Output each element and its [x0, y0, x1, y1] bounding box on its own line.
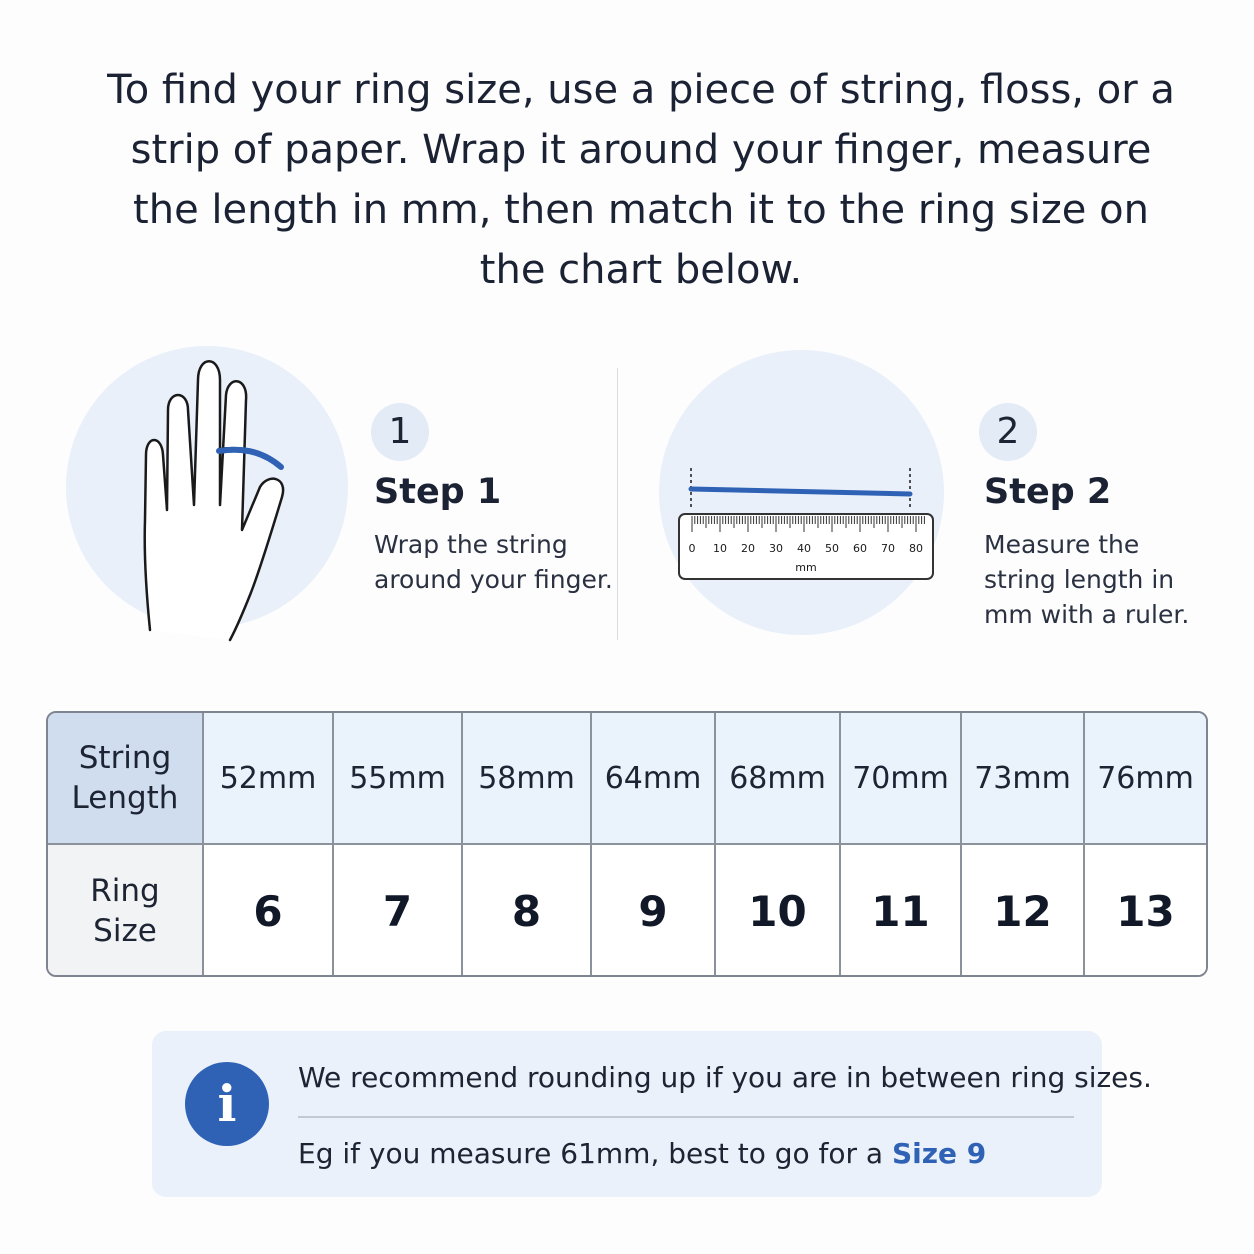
length-cell: 55mm: [334, 713, 463, 845]
length-cell: 73mm: [962, 713, 1085, 845]
size-cell: 10: [716, 845, 841, 977]
size-cell: 13: [1085, 845, 1206, 977]
ring-size-table: [46, 711, 1208, 977]
ruler-tick-label: 50: [825, 542, 839, 555]
length-cell: 52mm: [204, 713, 334, 845]
note-line-2: [298, 1137, 986, 1170]
ruler-with-string-icon: [670, 460, 950, 590]
size-cell: 12: [962, 845, 1085, 977]
ruler-tick-label: 80: [909, 542, 923, 555]
recommendation-note: [152, 1031, 1152, 1197]
ruler-tick-label: 20: [741, 542, 755, 555]
step-2-text: Measure the string length in mm with a ruler.: [984, 530, 1190, 629]
step-2-badge: 2: [979, 403, 1037, 461]
note-divider: [298, 1116, 1074, 1118]
ruler-tick-label: 40: [797, 542, 811, 555]
ruler-tick-label: 70: [881, 542, 895, 555]
note-example-text: Eg if you measure 61mm, best to go for a: [298, 1137, 884, 1170]
length-cell: 58mm: [463, 713, 592, 845]
header-word: Size: [93, 913, 157, 949]
length-cell: 70mm: [841, 713, 962, 845]
string-length-header: [48, 713, 204, 845]
step-1-title: Step 1: [374, 472, 502, 512]
size-cell: 9: [592, 845, 716, 977]
size-cell: 11: [841, 845, 962, 977]
note-line-1: We recommend rounding up if you are in between ring sizes.: [298, 1061, 1152, 1094]
info-icon: i: [185, 1062, 269, 1146]
length-cell: 68mm: [716, 713, 841, 845]
steps-divider: [617, 368, 618, 640]
header-word: Ring: [90, 873, 160, 909]
ruler-unit: mm: [795, 561, 817, 574]
step-2-title: Step 2: [984, 472, 1112, 512]
header-word: Length: [71, 780, 179, 816]
ruler-tick-label: 60: [853, 542, 867, 555]
intro-text: To find your ring size, use a piece of string, floss, or a strip of paper. Wrap it around your finger, measure the length in mm, then match it to the ring size on the chart below.: [107, 67, 1175, 293]
hand-with-string-icon: [120, 355, 300, 650]
size-cell: 8: [463, 845, 592, 977]
length-cell: 76mm: [1085, 713, 1206, 845]
step-1-text: Wrap the string around your finger.: [374, 530, 613, 594]
length-cell: 64mm: [592, 713, 716, 845]
size-highlight: Size 9: [892, 1137, 987, 1170]
size-cell: 6: [204, 845, 334, 977]
header-word: String: [78, 740, 172, 776]
ruler-tick-label: 10: [713, 542, 727, 555]
ruler-tick-label: 30: [769, 542, 783, 555]
ruler-tick-label: 0: [688, 542, 696, 555]
size-cell: 7: [334, 845, 463, 977]
step-1-badge: 1: [371, 403, 429, 461]
ring-size-header: [48, 845, 204, 977]
